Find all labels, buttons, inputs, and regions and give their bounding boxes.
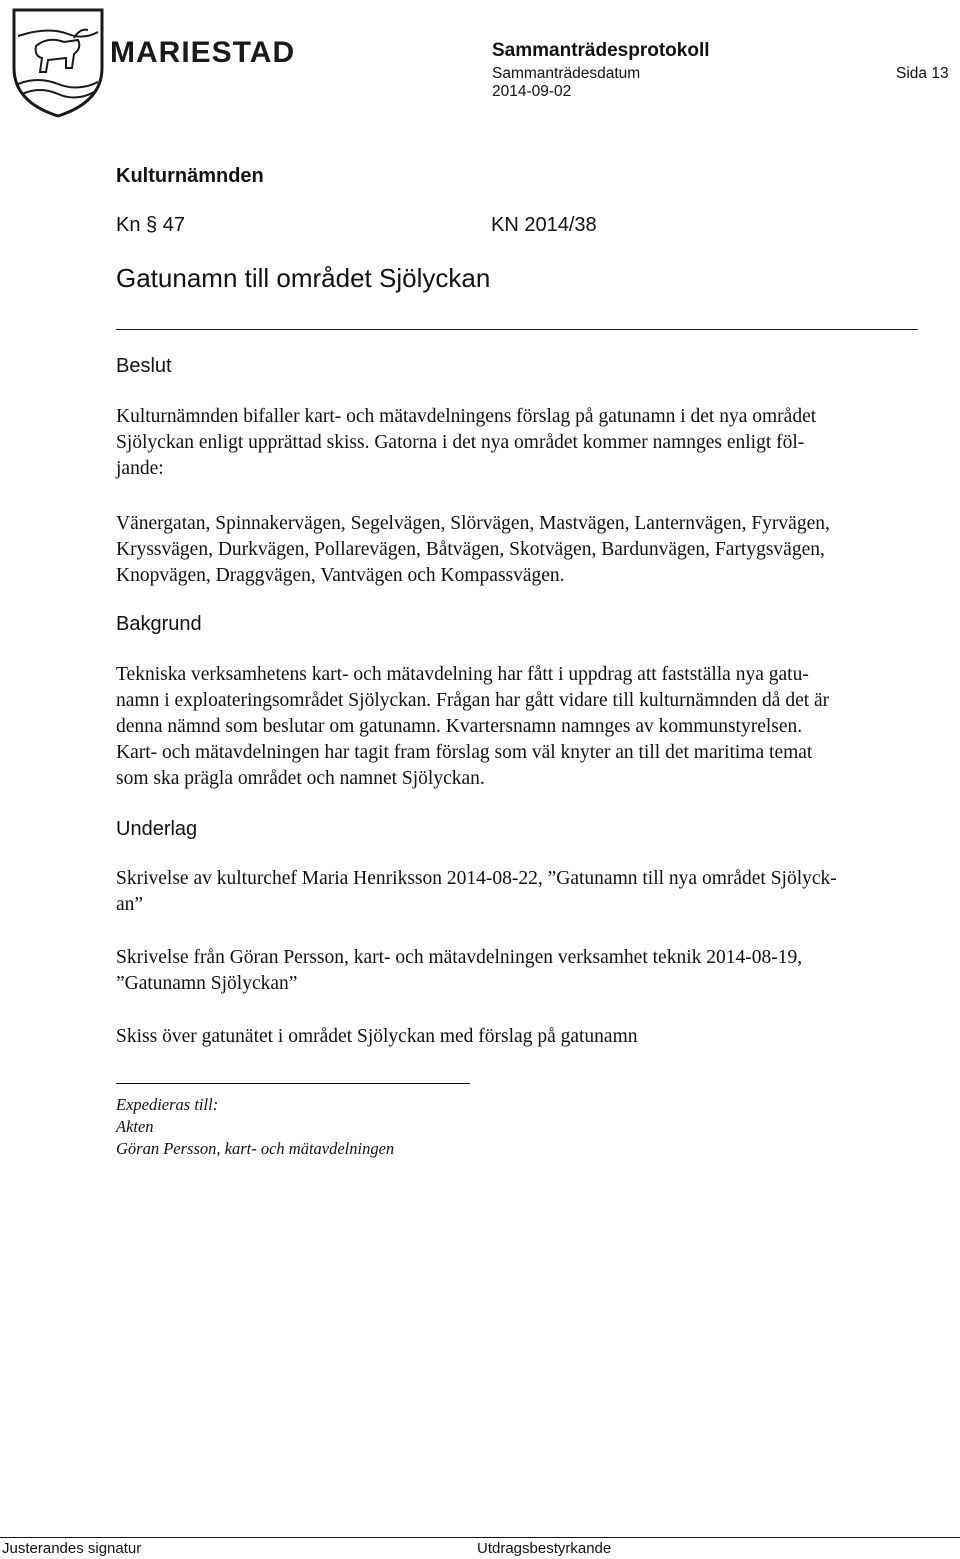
meeting-date: 2014-09-02 (492, 83, 572, 100)
extract-verification-label: Utdragsbestyrkande (477, 1540, 612, 1557)
text-line: Tekniska verksamhetens kart- och mätavdelning har fått i uppdrag att fastställa nya gatu- (116, 664, 809, 685)
decision-text (116, 404, 946, 482)
distribution-list (116, 1094, 394, 1160)
distribution-label: Expedieras till: (116, 1095, 219, 1114)
distribution-divider (116, 1083, 470, 1084)
text-line: Sjölyckan enligt upprättad skiss. Gatorna i det nya området kommer namnges enligt föl- (116, 432, 805, 453)
page-number: Sida 13 (896, 65, 949, 82)
text-line: Skiss över gatunätet i området Sjölyckan med förslag på gatunamn (116, 1026, 638, 1047)
case-title: Gatunamn till området Sjölyckan (116, 263, 491, 293)
case-reference: KN 2014/38 (491, 214, 597, 236)
signature-label: Justerandes signatur (2, 1540, 142, 1557)
document-item (116, 1024, 946, 1050)
text-line: namn i exploateringsområdet Sjölyckan. Frågan har gått vidare till kulturnämnden då det är (116, 690, 830, 711)
document-type: Sammanträdesprotokoll (492, 40, 710, 61)
background-text (116, 662, 946, 792)
text-line: denna nämnd som beslutar om gatunamn. Kvartersnamn namnges av kommunstyrelsen. (116, 716, 803, 737)
text-line: Vänergatan, Spinnakervägen, Segelvägen, Slörvägen, Mastvägen, Lanternvägen, Fyrvägen, (116, 513, 830, 534)
text-line: Kulturnämnden bifaller kart- och mätavdelningens förslag på gatunamn i det nya området (116, 406, 817, 427)
document-item (116, 945, 946, 997)
committee-name: Kulturnämnden (116, 165, 264, 187)
footer-divider (0, 1537, 960, 1538)
text-line: an” (116, 894, 144, 915)
text-line: Skrivelse från Göran Persson, kart- och mätavdelningen verksamhet teknik 2014-08-19, (116, 947, 803, 968)
background-heading: Bakgrund (116, 613, 202, 635)
text-line: Kryssvägen, Durkvägen, Pollarevägen, Båtvägen, Skotvägen, Bardunvägen, Fartygsvägen, (116, 539, 825, 560)
logo-wordmark: MARIESTAD (110, 36, 296, 69)
text-line: jande: (116, 458, 164, 479)
text-line: ”Gatunamn Sjölyckan” (116, 973, 298, 994)
street-names (116, 511, 946, 589)
text-line: som ska prägla området och namnet Sjölyckan. (116, 768, 485, 789)
text-line: Skrivelse av kulturchef Maria Henriksson 2014-08-22, ”Gatunamn till nya området Sjölyck- (116, 868, 837, 889)
text-line: Knopvägen, Draggvägen, Vantvägen och Kompassvägen. (116, 565, 565, 586)
document-item (116, 866, 946, 918)
case-number: Kn § 47 (116, 214, 185, 236)
documents-heading: Underlag (116, 818, 198, 840)
meeting-date-label: Sammanträdesdatum (492, 65, 641, 82)
distribution-recipient: Göran Persson, kart- och mätavdelningen (116, 1139, 395, 1158)
distribution-recipient: Akten (116, 1117, 154, 1136)
text-line: Kart- och mätavdelningen har tagit fram förslag som väl knyter an till det maritima temat (116, 742, 813, 763)
decision-heading: Beslut (116, 355, 172, 377)
title-divider (116, 329, 918, 330)
coat-of-arms-icon (8, 6, 108, 118)
